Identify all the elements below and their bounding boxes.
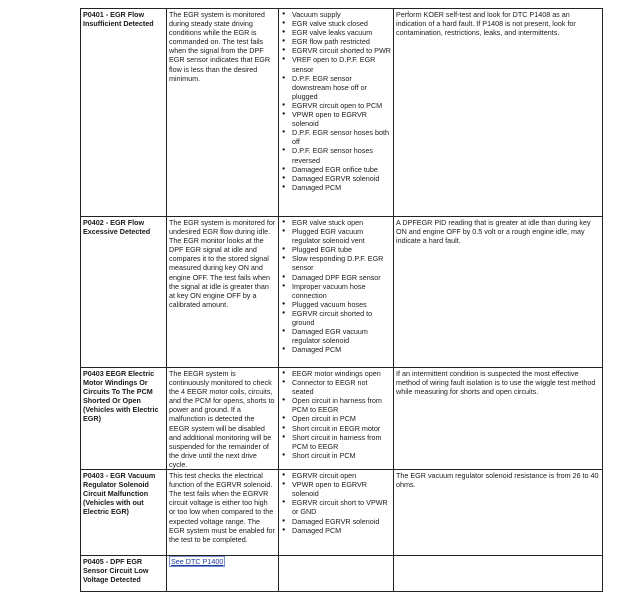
dtc-code: P0401 - EGR Flow Insufficient Detected xyxy=(81,9,167,217)
possible-causes xyxy=(279,470,394,556)
cause-item: ● EEGR motor windings open xyxy=(292,369,391,378)
cause-item: ● EGRVR circuit open xyxy=(292,471,391,480)
cause-item: ● EGRVR circuit short to VPWR or GND xyxy=(292,498,391,516)
dtc-table xyxy=(80,8,603,592)
possible-causes xyxy=(279,217,394,368)
cause-item: ● Damaged PCM xyxy=(292,526,391,535)
cause-list xyxy=(281,218,391,354)
cause-item: ● Damaged PCM xyxy=(292,345,391,354)
possible-causes xyxy=(279,556,394,592)
cause-item: ● Open circuit in PCM xyxy=(292,414,391,423)
diagnostic-aids xyxy=(394,556,603,592)
cause-item: ● EGR valve leaks vacuum xyxy=(292,28,391,37)
cause-item: ● VREF open to D.P.F. EGR sensor xyxy=(292,55,391,73)
cause-item: ● Damaged EGR vacuum regulator solenoid xyxy=(292,327,391,345)
cause-item: ● EGR flow path restricted xyxy=(292,37,391,46)
dtc-code: P0403 EEGR Electric Motor Windings Or Circuits To The PCM Shorted Or Open (Vehicles with Electric EGR) xyxy=(81,368,167,470)
cause-item: ● Connector to EEGR not seated xyxy=(292,378,391,396)
cause-list xyxy=(281,369,391,460)
cause-item: ● VPWR open to EGRVR solenoid xyxy=(292,110,391,128)
cause-item: ● Damaged EGRVR solenoid xyxy=(292,517,391,526)
cause-item: ● VPWR open to EGRVR solenoid xyxy=(292,480,391,498)
cause-item: ● D.P.F. EGR sensor downstream hose off or plugged xyxy=(292,74,391,101)
cause-item: ● Plugged vacuum hoses xyxy=(292,300,391,309)
cause-item: ● EGR valve stuck open xyxy=(292,218,391,227)
cause-item: ● Improper vacuum hose connection xyxy=(292,282,391,300)
see-dtc-p1400-link[interactable]: See DTC P1400 xyxy=(171,557,224,567)
cause-item: ● Slow responding D.P.F. EGR sensor xyxy=(292,254,391,272)
dtc-description: The EGR system is monitored during steady state driving conditions while the EGR is commanded on. The test fails when the signal from the DPF EGR sensor indicates that EGR flow is less than the desired minimum. xyxy=(167,9,279,217)
cause-list xyxy=(281,471,391,535)
cause-item: ● Vacuum supply xyxy=(292,10,391,19)
possible-causes xyxy=(279,368,394,470)
possible-causes xyxy=(279,9,394,217)
dtc-description: The EGR system is monitored for undesired EGR flow during idle. The EGR monitor looks at the DPF EGR signal at idle and compares it to the stored signal measured during key ON and engine OFF. The test fails when the signal at idle is greater than at key ON engine OFF by a calibrated amount. xyxy=(167,217,279,368)
cause-item: ● Short circuit in PCM xyxy=(292,451,391,460)
cause-item: ● D.P.F. EGR sensor hoses reversed xyxy=(292,146,391,164)
cause-list xyxy=(281,10,391,192)
dtc-code: P0402 - EGR Flow Excessive Detected xyxy=(81,217,167,368)
dtc-reference xyxy=(167,556,279,592)
cause-item: ● D.P.F. EGR sensor hoses both off xyxy=(292,128,391,146)
table-row xyxy=(81,368,603,470)
cause-item: ● EGRVR circuit shorted to ground xyxy=(292,309,391,327)
dtc-code: P0403 - EGR Vacuum Regulator Solenoid Circuit Malfunction (Vehicles with out Electric EGR) xyxy=(81,470,167,556)
diagnostic-aids: If an intermittent condition is suspected the most effective method of wiring fault isolation is to use the wiggle test method while measuring for shorts and open circuits. xyxy=(394,368,603,470)
cause-item: ● Plugged EGR tube xyxy=(292,245,391,254)
cause-item: ● Damaged DPF EGR sensor xyxy=(292,273,391,282)
dtc-code: P0405 - DPF EGR Sensor Circuit Low Voltage Detected xyxy=(81,556,167,592)
cause-item: ● EGRVR circuit shorted to PWR xyxy=(292,46,391,55)
cause-item: ● Damaged EGRVR solenoid xyxy=(292,174,391,183)
table-row xyxy=(81,470,603,556)
dtc-description: The EEGR system is continuously monitored to check the 4 EEGR motor coils, circuits, and the PCM for opens, shorts to power and ground. If a malfunction is detected the EEGR system will be disabled and additional monitoring will be suspended for the remainder of the drive until the next drive cycle. xyxy=(167,368,279,470)
cause-item: ● Damaged EGR orifice tube xyxy=(292,165,391,174)
cause-item: ● Open circuit in harness from PCM to EEGR xyxy=(292,396,391,414)
diagnostic-aids: Perform KOER self-test and look for DTC P1408 as an indication of a hard fault. If P1408 is not present, look for contamination, restrictions, leaks, and intermittents. xyxy=(394,9,603,217)
cause-item: ● Short circuit in harness from PCM to EEGR xyxy=(292,433,391,451)
diagnostic-aids: The EGR vacuum regulator solenoid resistance is from 26 to 40 ohms. xyxy=(394,470,603,556)
diagnostic-aids: A DPFEGR PID reading that is greater at idle than during key ON and engine OFF by 0.5 volt or a rough engine idle, may indicate a hard fault. xyxy=(394,217,603,368)
cause-item: ● Plugged EGR vacuum regulator solenoid vent xyxy=(292,227,391,245)
cause-item: ● EGRVR circuit open to PCM xyxy=(292,101,391,110)
table-row xyxy=(81,556,603,592)
dtc-description: This test checks the electrical function of the EGRVR solenoid. The test fails when the EGRVR circuit voltage is either too high or too low when compared to the expected voltage range. The EGR system must be enabled for the test to be completed. xyxy=(167,470,279,556)
cause-item: ● Damaged PCM xyxy=(292,183,391,192)
cause-item: ● Short circuit in EEGR motor xyxy=(292,424,391,433)
cause-item: ● EGR valve stuck closed xyxy=(292,19,391,28)
table-row xyxy=(81,217,603,368)
table-row xyxy=(81,9,603,217)
